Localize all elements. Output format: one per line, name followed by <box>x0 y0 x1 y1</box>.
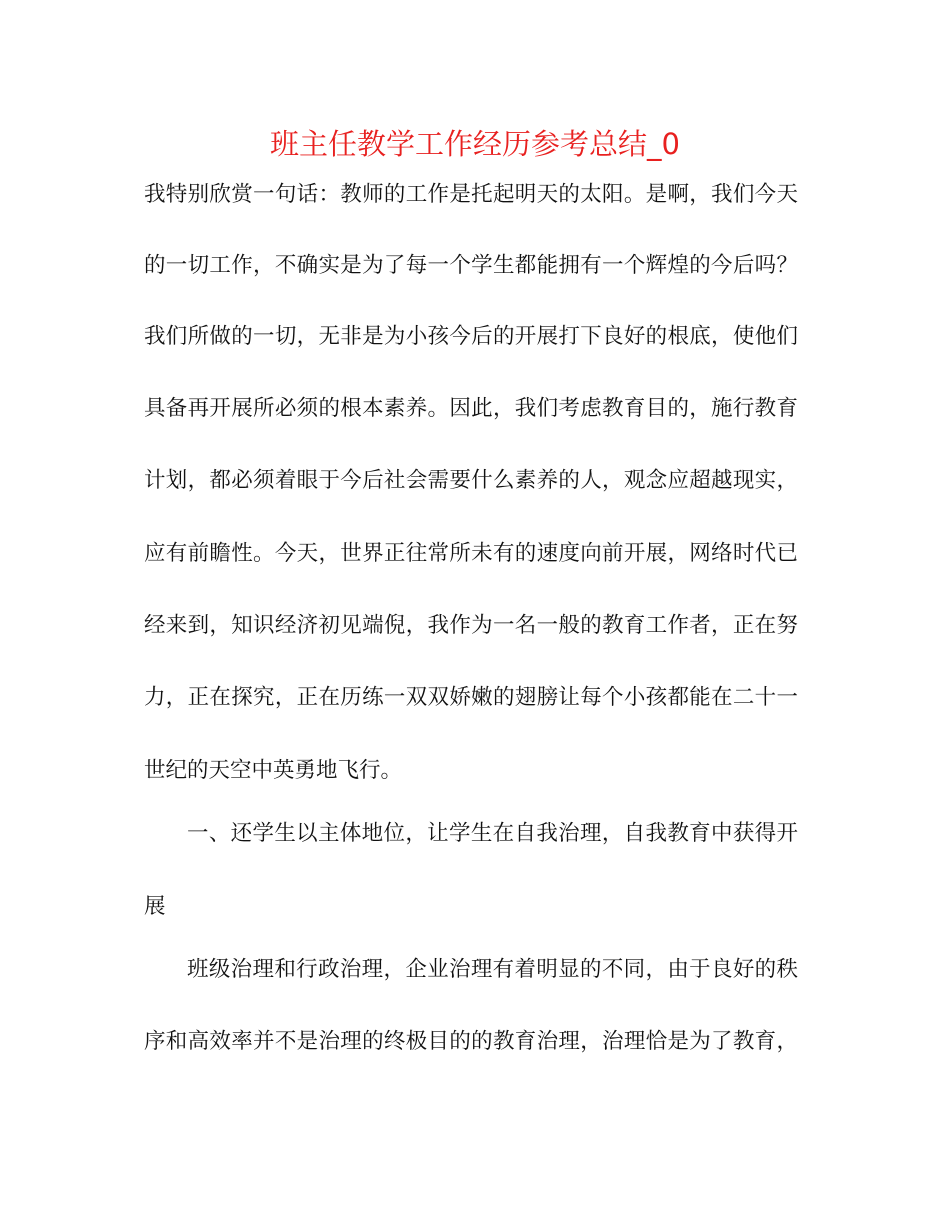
paragraph-line: 班级治理和行政治理，企业治理有着明显的不同，由于良好的秩 <box>187 957 798 982</box>
paragraph-line: 计划，都必须着眼于今后社会需要什么素养的人，观念应超越现实， <box>144 468 798 493</box>
paragraph-line: 我特别欣赏一句话：教师的工作是托起明天的太阳。是啊，我们今天 <box>144 182 798 207</box>
paragraph-line: 力，正在探究，正在历练一双双娇嫩的翅膀让每个小孩都能在二十一 <box>144 685 798 710</box>
paragraph-line: 序和高效率并不是治理的终极目的的教育治理，治理恰是为了教育， <box>144 1029 798 1054</box>
document-title: 班主任教学工作经历参考总结_0 <box>270 127 680 161</box>
section-heading-line: 一、还学生以主体地位，让学生在自我治理，自我教育中获得开 <box>187 821 798 846</box>
paragraph-line: 的一切工作，不确实是为了每一个学生都能拥有一个辉煌的今后吗？ <box>144 253 798 278</box>
paragraph-line: 具备再开展所必须的根本素养。因此，我们考虑教育目的，施行教育 <box>144 396 798 421</box>
paragraph-line: 世纪的天空中英勇地飞行。 <box>144 758 403 783</box>
section-heading-line: 展 <box>144 894 166 919</box>
paragraph-line: 经来到，知识经济初见端倪，我作为一名一般的教育工作者，正在努 <box>144 613 798 638</box>
paragraph-line: 应有前瞻性。今天，世界正往常所未有的速度向前开展，网络时代已 <box>144 541 798 566</box>
paragraph-line: 我们所做的一切，无非是为小孩今后的开展打下良好的根底，使他们 <box>144 324 798 349</box>
